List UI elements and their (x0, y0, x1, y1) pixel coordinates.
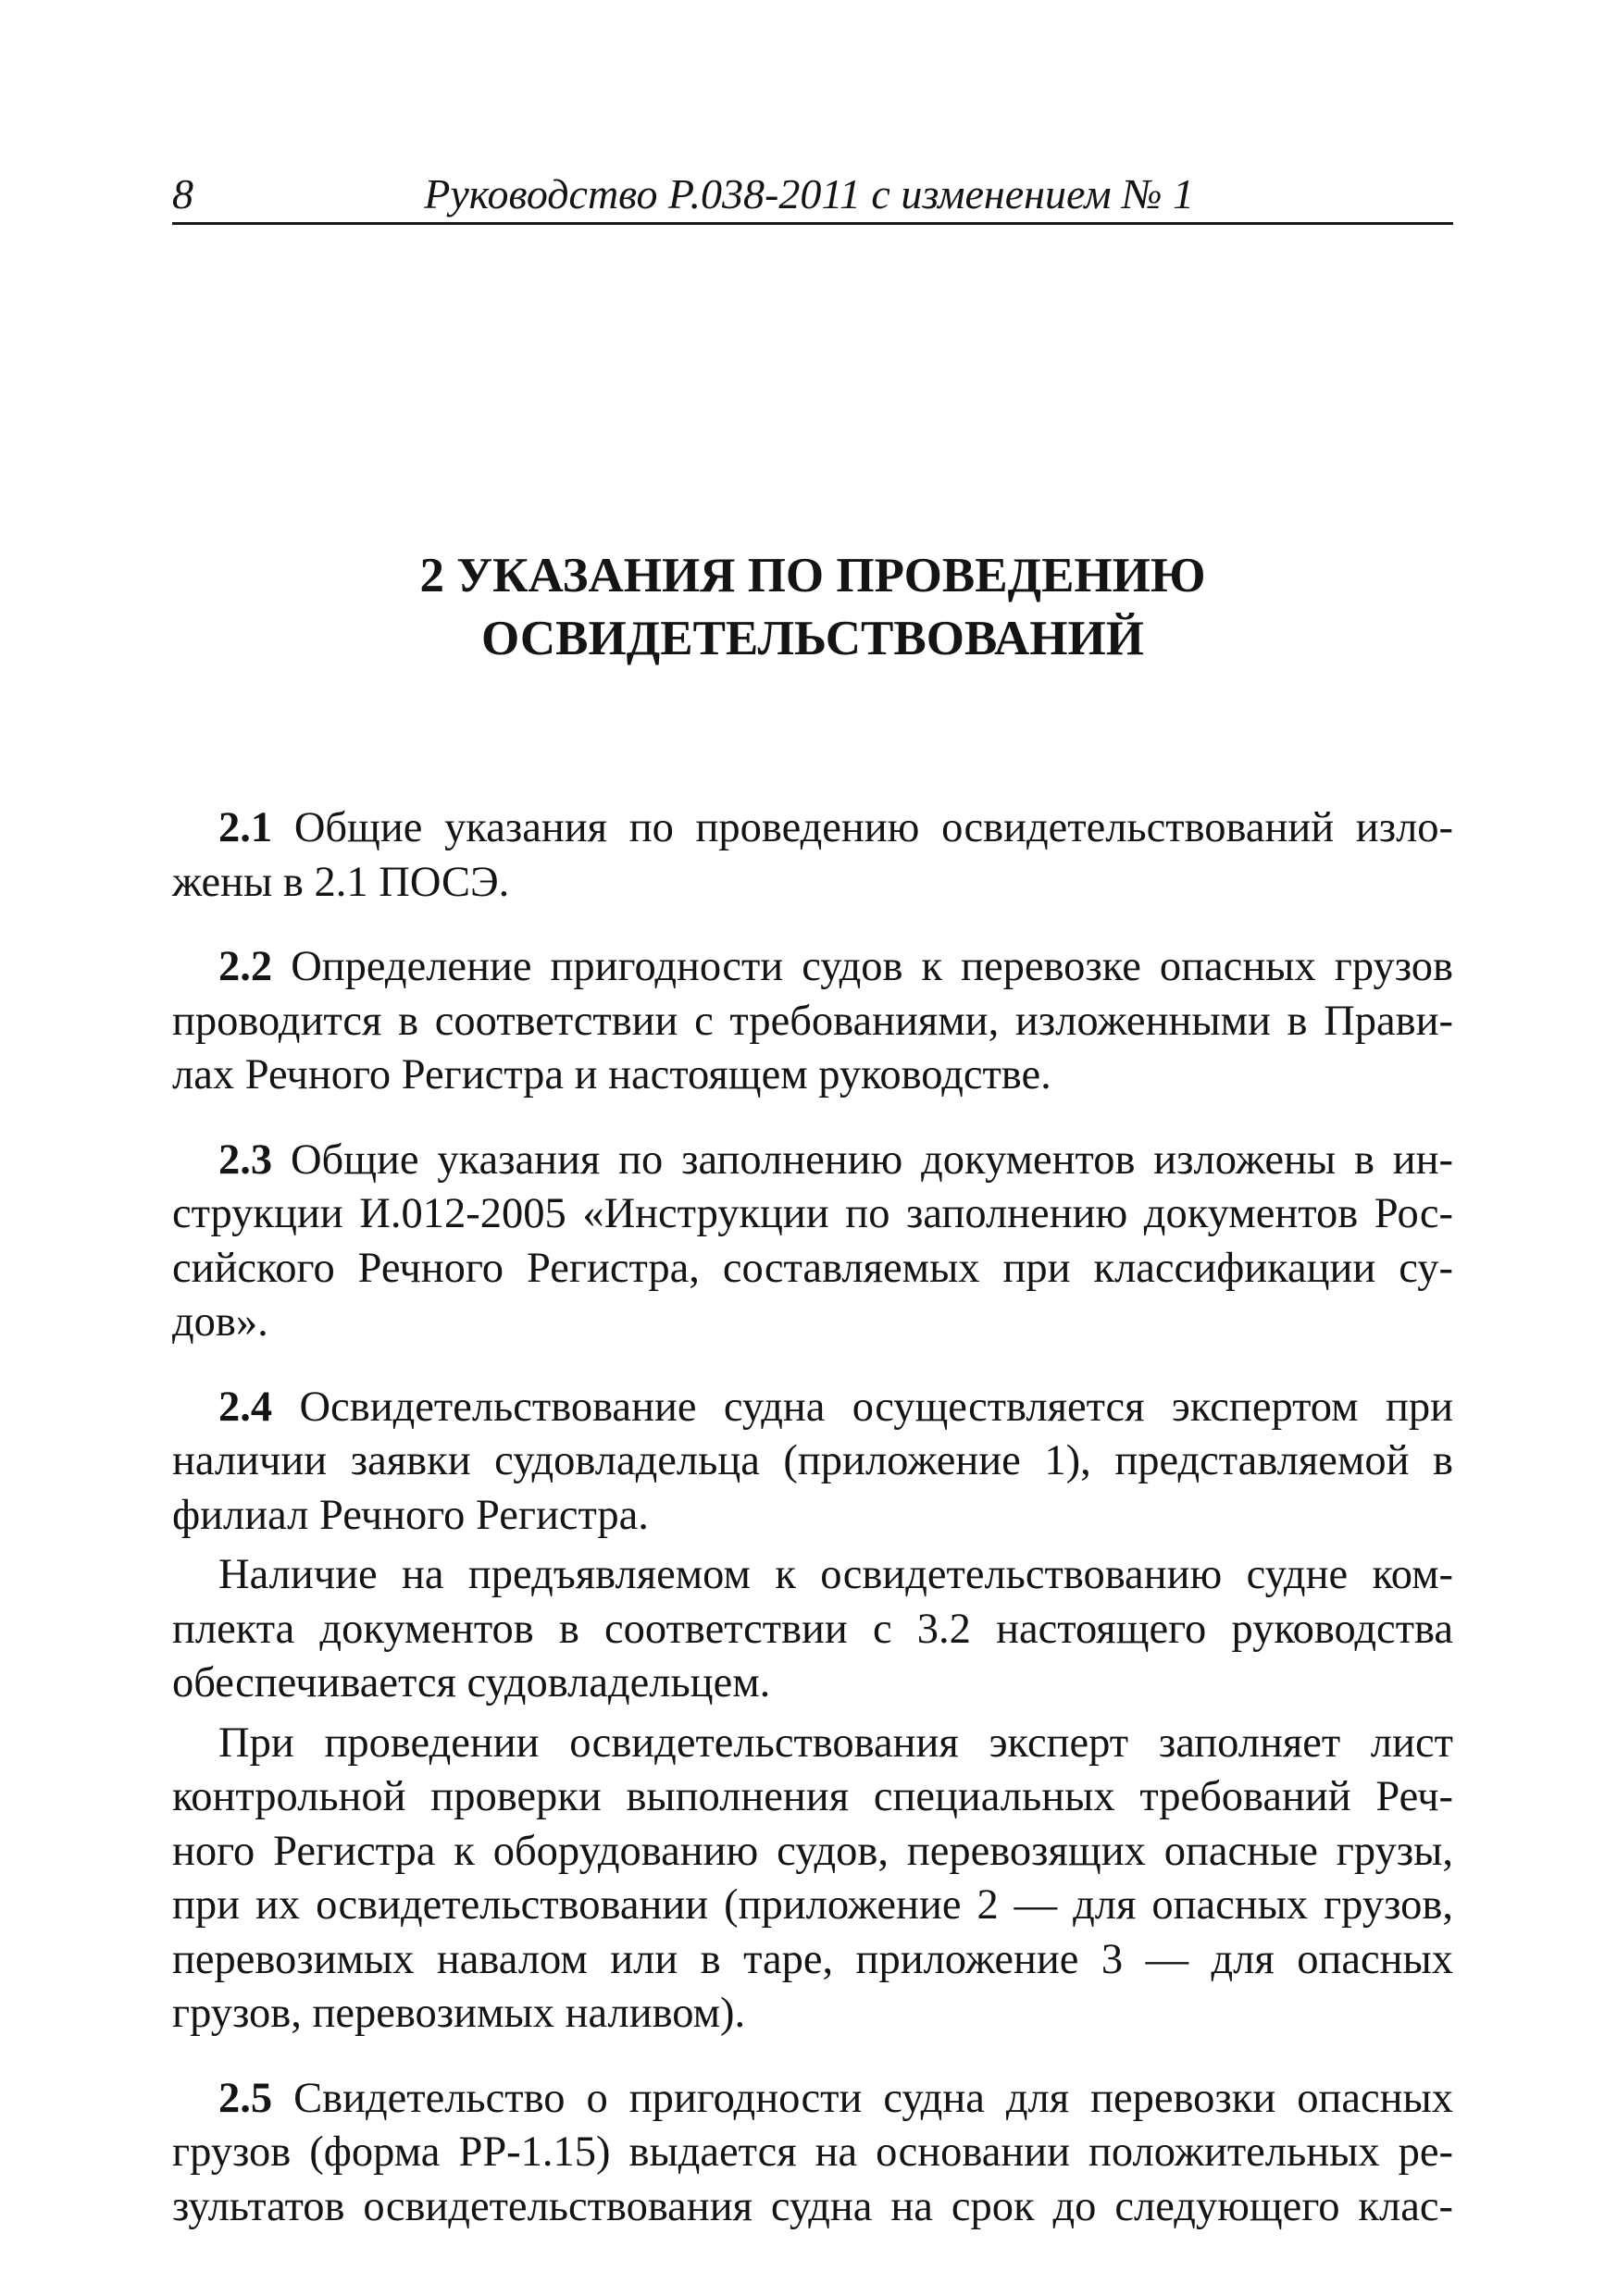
paragraph-2-4-c (172, 1717, 1453, 2042)
text-line: ного Регистра к оборудованию судов, перевозящих опасные грузы, (172, 1827, 1453, 1875)
text-line: перевозимых навалом или в таре, приложение 3 — для опасных (172, 1935, 1453, 1983)
text-line: 2.3 Общие указания по заполнению документов изложены в ин- (218, 1136, 1454, 1184)
text-line: наличии заявки судовладельца (приложение 1), представляемой в (172, 1437, 1453, 1484)
text-line: зультатов освидетельствования судна на срок до следующего клас- (172, 2182, 1453, 2230)
paragraph-2-5 (172, 2072, 1453, 2235)
clause-number: 2.1 (218, 804, 273, 851)
text-line: филиал Речного Регистра. (172, 1491, 649, 1539)
text-line: плекта документов в соответствии с 3.2 настоящего руководства (172, 1605, 1453, 1653)
paragraph-2-4-b (172, 1548, 1453, 1711)
text-line: Наличие на предъявляемом к освидетельствованию судне ком- (218, 1551, 1453, 1598)
clause-number: 2.2 (218, 943, 273, 990)
text-line: при их освидетельствовании (приложение 2 — для опасных грузов, (172, 1881, 1453, 1929)
clause-number: 2.3 (218, 1136, 273, 1184)
body-text (172, 801, 1453, 2234)
text-line: грузов, перевозимых наливом). (172, 1990, 746, 2037)
page-number: 8 (172, 170, 193, 217)
text-line: При проведении освидетельствования эксперт заполняет лист (218, 1719, 1453, 1767)
text-line: обеспечивается судовладельцем. (172, 1659, 771, 1706)
section-title (172, 544, 1453, 670)
clause-number: 2.4 (218, 1383, 273, 1431)
text-line: лах Речного Регистра и настоящем руководстве. (172, 1051, 1051, 1098)
paragraph-2-2 (172, 940, 1453, 1103)
paragraph-2-1 (172, 801, 1453, 910)
section-title-line-1: 2 УКАЗАНИЯ ПО ПРОВЕДЕНИЮ (419, 549, 1206, 602)
text-line: струкции И.012-2005 «Инструкции по заполнению документов Рос- (172, 1190, 1453, 1237)
text-line: жены в 2.1 ПОСЭ. (172, 858, 510, 906)
page-header (172, 167, 1453, 225)
section-title-line-2: ОСВИДЕТЕЛЬСТВОВАНИЙ (481, 612, 1144, 665)
paragraph-2-3 (172, 1134, 1453, 1350)
text-line: контрольной проверки выполнения специальных требований Реч- (172, 1773, 1453, 1820)
text-line: сийского Речного Регистра, составляемых при классификации су- (172, 1244, 1453, 1292)
text-line: 2.2 Определение пригодности судов к перевозке опасных грузов (218, 943, 1454, 990)
text-line: грузов (форма РР-1.15) выдается на основании положительных ре- (172, 2128, 1453, 2176)
paragraph-2-4 (172, 1381, 1453, 1544)
text-line: 2.5 Свидетельство о пригодности судна для перевозки опасных (218, 2074, 1453, 2122)
clause-number: 2.5 (218, 2074, 273, 2122)
running-title: Руководство Р.038-2011 с изменением № 1 (424, 170, 1194, 217)
text-line: 2.1 Общие указания по проведению освидетельствований изло- (218, 804, 1454, 851)
text-line: 2.4 Освидетельствование судна осуществляется экспертом при (218, 1383, 1453, 1431)
text-line: дов». (172, 1298, 268, 1346)
text-line: проводится в соответствии с требованиями, изложенными в Прави- (172, 997, 1453, 1045)
